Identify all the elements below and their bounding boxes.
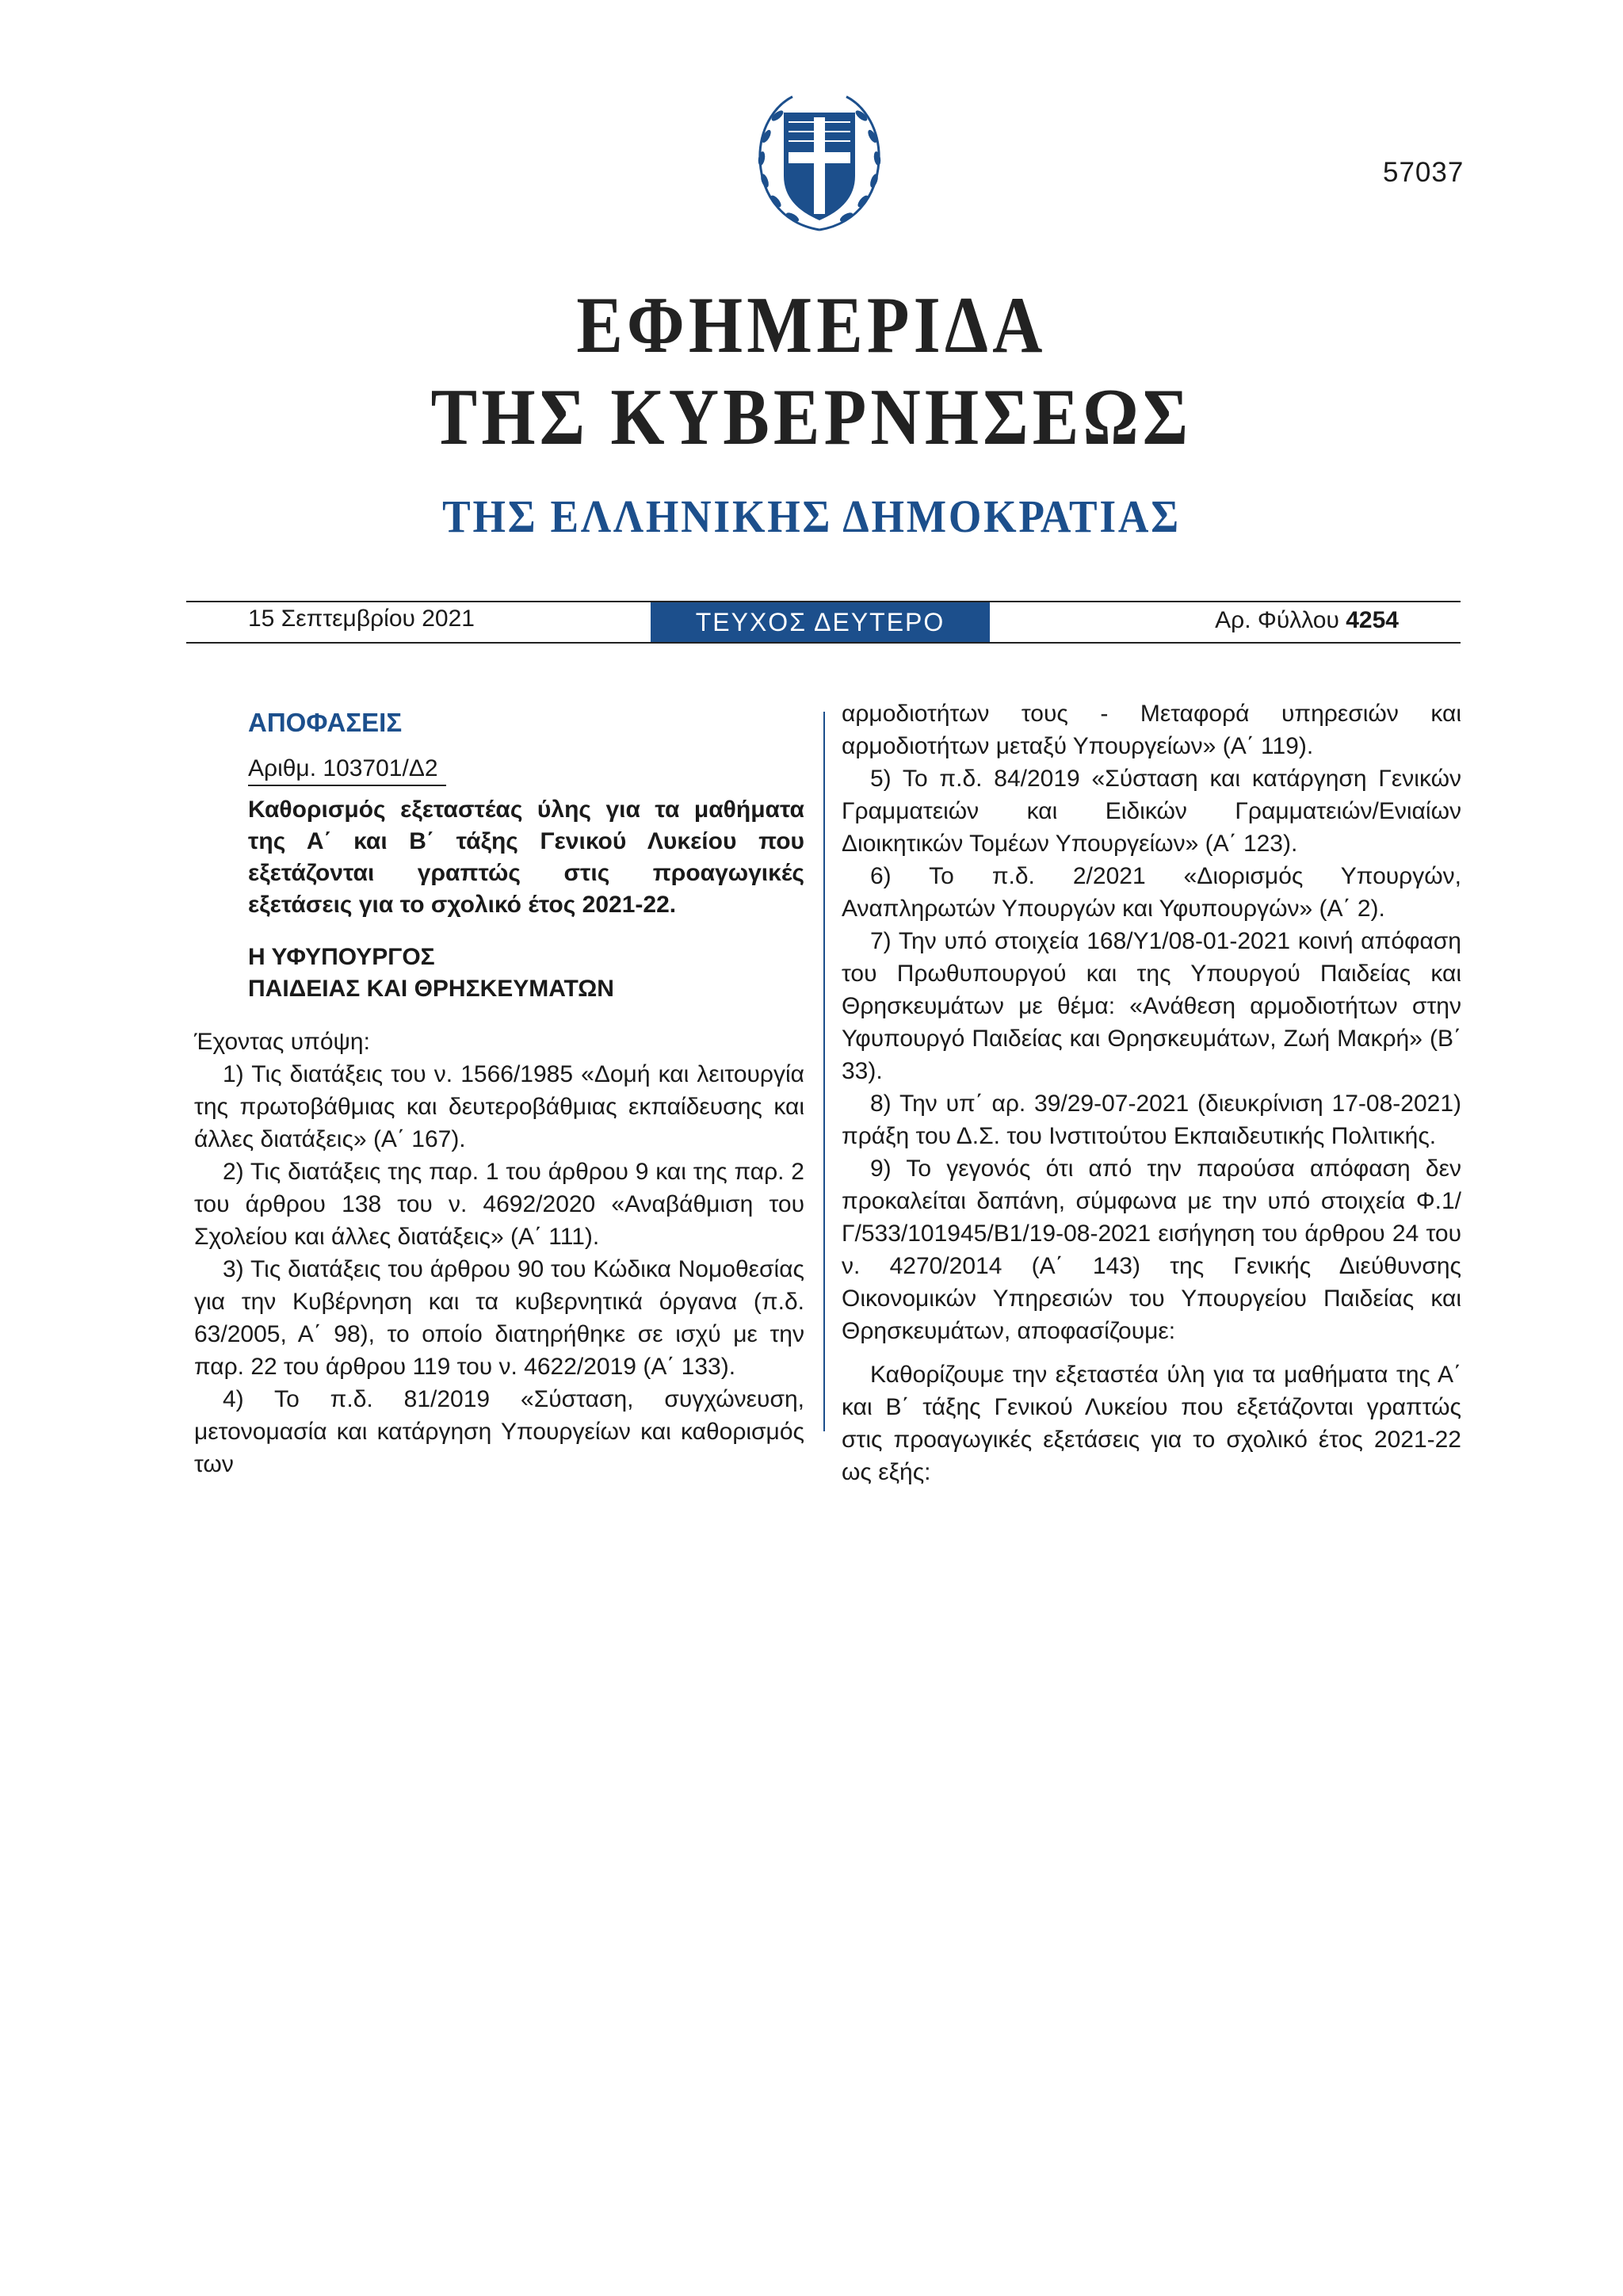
paragraph-item: 6) Το π.δ. 2/2021 «Διορισμός Υπουργών, Αναπληρωτών Υπουργών και Υφυπουργών» (Α΄ 2).: [842, 863, 1461, 922]
paragraph-item: 1) Τις διατάξεις του ν. 1566/1985 «Δομή και λειτουργία της πρωτοβάθμιας και δευτεροβάθμιας εκπαίδευσης και άλλες διατάξεις» (Α΄ 167).: [194, 1061, 804, 1152]
greek-coat-of-arms-icon: [749, 89, 890, 244]
paragraph-item: 9) Το γεγονός ότι από την παρούσα απόφαση δεν προκαλείται δαπάνη, σύμφωνα με την υπό στοιχεία Φ.1/Γ/533/101945/Β1/19-08-2021 εισήγηση του άρθρου 24 του ν. 4270/2014 (Α΄ 143) της Γενικής Διεύθυνσης Οικονομικών Υπηρεσιών του Υπουργείου Παιδείας και Θρησκευμάτων, αποφασίζουμε:: [842, 1156, 1461, 1344]
masthead-title: ΕΦΗΜΕΡΙΔΑ: [576, 281, 1047, 370]
paragraph-item: 3) Τις διατάξεις του άρθρου 90 του Κώδικα Νομοθεσίας για την Κυβέρνηση και τα κυβερνητικά όργανα (π.δ. 63/2005, Α΄ 98), το οποίο διατηρήθηκε σε ισχύ με την παρ. 22 του άρθρου 119 του ν. 4622/2019 (Α΄ 133).: [194, 1256, 804, 1380]
decision-closing: Καθορίζουμε την εξεταστέα ύλη για τα μαθήματα της Α΄ και Β΄ τάξης Γενικού Λυκείου που εξετάζονται γραπτώς στις προαγωγικές εξετάσεις για το σχολικό έτος 2021-22 ως εξής:: [842, 1362, 1461, 1485]
paragraph-item: 8) Την υπ΄ αρ. 39/29-07-2021 (διευκρίνιση 17-08-2021) πράξη του Δ.Σ. του Ινστιτούτου Εκπαιδευτικής Πολιτικής.: [842, 1091, 1461, 1149]
paragraph-item: 7) Την υπό στοιχεία 168/Υ1/08-01-2021 κοινή απόφαση του Πρωθυπουργού και της Υπουργού Παιδείας και Θρησκευμάτων με θέμα: «Ανάθεση αρμοδιοτήτων στην Υφυπουργό Παιδείας και Θρησκευμάτων, Ζωή Μακρή» (Β΄ 33).: [842, 928, 1461, 1084]
minister-line-2: ΠΑΙΔΕΙΑΣ ΚΑΙ ΘΡΗΣΚΕΥΜΑΤΩΝ: [248, 976, 614, 1002]
paragraph-item: 5) Το π.δ. 84/2019 «Σύσταση και κατάργηση Γενικών Γραμματειών και Ειδικών Γραμματειών/Ενιαίων Διοικητικών Τομέων Υπουργείων» (Α΄ 123).: [842, 766, 1461, 857]
issue-date: 15 Σεπτεμβρίου 2021: [248, 606, 475, 632]
issue-type-badge: ΤΕΥΧΟΣ ΔΕΥΤΕΡΟ: [651, 602, 990, 642]
paragraph-item: 2) Τις διατάξεις της παρ. 1 του άρθρου 9 και της παρ. 2 του άρθρου 138 του ν. 4692/2020 «Αναβάθμιση του Σχολείου και άλλες διατάξεις» (Α΄ 111).: [194, 1159, 804, 1250]
sheet-label: Αρ. Φύλλου: [1215, 607, 1339, 633]
minister-line-1: Η ΥΦΥΠΟΥΡΓΟΣ: [248, 944, 435, 970]
left-column: [194, 697, 804, 1480]
decision-number: Αριθμ. 103701/Δ2: [248, 753, 446, 786]
right-column: [842, 697, 1461, 1488]
minister-heading: [248, 942, 804, 1005]
sheet-number: 4254: [1346, 607, 1399, 633]
page-number: 57037: [1383, 157, 1465, 188]
paragraph-continuation: αρμοδιοτήτων τους - Μεταφορά υπηρεσιών και αρμοδιοτήτων μεταξύ Υπουργείων» (Α΄ 119).: [842, 701, 1461, 759]
masthead-title-line2: ΤΗΣ ΚΥΒΕΡΝΗΣΕΩΣ: [430, 372, 1193, 462]
issue-sheet-number: [1215, 607, 1399, 634]
issue-bar: [186, 601, 1461, 644]
decision-title: Καθορισμός εξεταστέας ύλης για τα μαθήματα της Α΄ και Β΄ τάξης Γενικού Λυκείου που εξετάζονται γραπτώς στις προαγωγικές εξετάσεις για το σχολικό έτος 2021-22.: [248, 797, 804, 918]
considerations-lead: Έχοντας υπόψη:: [194, 1029, 370, 1055]
paragraph-item: 4) Το π.δ. 81/2019 «Σύσταση, συγχώνευση, μετονομασία και κατάργηση Υπουργείων και καθορισμός των: [194, 1386, 804, 1477]
section-title: ΑΠΟΦΑΣΕΙΣ: [248, 708, 403, 737]
masthead-subtitle: ΤΗΣ ΕΛΛΗΝΙΚΗΣ ΔΗΜΟΚΡΑΤΙΑΣ: [442, 491, 1181, 542]
column-divider: [823, 712, 825, 1431]
